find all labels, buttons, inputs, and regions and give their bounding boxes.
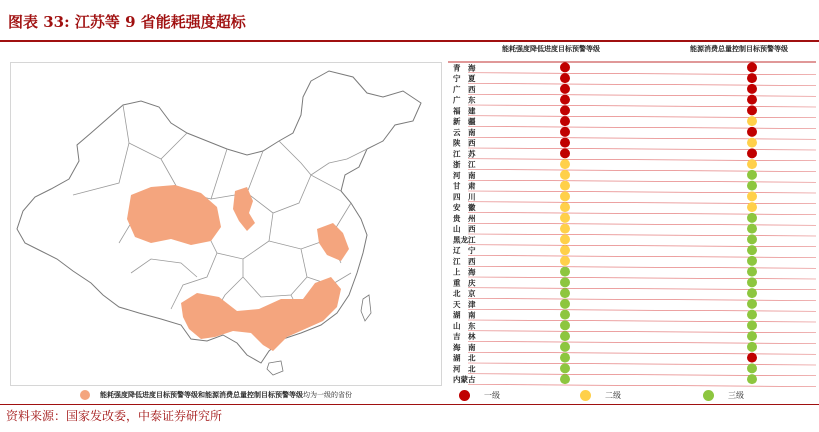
title-divider xyxy=(0,40,819,42)
intensity-level-dot xyxy=(560,159,570,169)
intensity-level-dot xyxy=(560,191,570,201)
total-level-dot xyxy=(747,170,757,180)
total-level-dot xyxy=(747,191,757,201)
total-level-dot xyxy=(747,310,757,320)
legend-level-2 xyxy=(580,390,621,401)
row-guide-line xyxy=(468,245,816,247)
province-label: 甘 肃 xyxy=(453,181,476,191)
province-label: 辽 宁 xyxy=(453,246,476,256)
province-label: 山 东 xyxy=(453,321,476,331)
province-label: 湖 北 xyxy=(453,353,476,363)
row-guide-line xyxy=(468,127,816,129)
region-xinjiang-qinghai-gansu-highlight xyxy=(127,185,221,245)
row-guide-line xyxy=(468,191,816,193)
taiwan-island xyxy=(361,295,371,321)
row-guide-line xyxy=(468,105,816,107)
province-label: 河 北 xyxy=(453,364,476,374)
intensity-level-dot xyxy=(560,331,570,341)
province-label: 陕 西 xyxy=(453,138,476,148)
total-level-dot xyxy=(747,181,757,191)
intensity-level-dot xyxy=(560,62,570,72)
province-label: 山 西 xyxy=(453,224,476,234)
row-guide-line xyxy=(468,288,816,290)
intensity-level-dot xyxy=(560,202,570,212)
province-label: 宁 夏 xyxy=(453,74,476,84)
total-level-dot xyxy=(747,363,757,373)
total-level-dot xyxy=(747,267,757,277)
province-label: 广 东 xyxy=(453,95,476,105)
province-label: 北 京 xyxy=(453,289,476,299)
total-level-dot xyxy=(747,148,757,158)
intensity-level-dot xyxy=(560,116,570,126)
total-level-dot xyxy=(747,320,757,330)
province-label: 内蒙古 xyxy=(453,375,476,385)
province-label: 湖 南 xyxy=(453,310,476,320)
total-level-dot xyxy=(747,299,757,309)
total-level-dot xyxy=(747,116,757,126)
total-level-dot xyxy=(747,127,757,137)
row-guide-line xyxy=(468,84,816,86)
intensity-level-dot xyxy=(560,320,570,330)
map-legend-swatch xyxy=(80,390,90,400)
province-label: 青 海 xyxy=(453,63,476,73)
total-level-dot xyxy=(747,105,757,115)
row-guide-line xyxy=(468,73,816,75)
row-guide-line xyxy=(468,159,816,161)
province-label: 云 南 xyxy=(453,127,476,137)
province-label: 海 南 xyxy=(453,342,476,352)
intensity-level-dot xyxy=(560,105,570,115)
row-guide-line xyxy=(468,331,816,333)
source-note: 资料来源：国家发改委，中泰证券研究所 xyxy=(6,409,223,423)
intensity-level-dot xyxy=(560,277,570,287)
intensity-level-dot xyxy=(560,288,570,298)
intensity-level-dot xyxy=(560,310,570,320)
map-legend xyxy=(80,388,352,402)
row-guide-line xyxy=(468,385,816,387)
intensity-level-dot xyxy=(560,170,570,180)
intensity-level-dot xyxy=(560,299,570,309)
intensity-level-dot xyxy=(560,73,570,83)
row-guide-line xyxy=(468,342,816,344)
row-guide-line xyxy=(468,277,816,279)
province-label: 上 海 xyxy=(453,267,476,277)
warning-level-table xyxy=(448,44,816,388)
province-label: 吉 林 xyxy=(453,332,476,342)
legend-level-3-dot xyxy=(703,390,714,401)
total-level-dot xyxy=(747,288,757,298)
total-level-dot xyxy=(747,256,757,266)
total-level-dot xyxy=(747,277,757,287)
province-label: 福 建 xyxy=(453,106,476,116)
intensity-level-dot xyxy=(560,213,570,223)
total-level-dot xyxy=(747,353,757,363)
intensity-level-dot xyxy=(560,363,570,373)
intensity-level-dot xyxy=(560,181,570,191)
page-title: 图表 33: 江苏等 9 省能耗强度超标 xyxy=(8,13,246,31)
total-level-dot xyxy=(747,138,757,148)
province-label: 江 西 xyxy=(453,256,476,266)
total-level-dot xyxy=(747,73,757,83)
intensity-level-dot xyxy=(560,148,570,158)
province-label: 重 庆 xyxy=(453,278,476,288)
row-guide-line xyxy=(468,374,816,376)
province-label: 安 徽 xyxy=(453,203,476,213)
column-header-total: 能源消费总量控制目标预警等级 xyxy=(690,45,788,53)
legend-level-1-dot xyxy=(459,390,470,401)
province-label: 天 津 xyxy=(453,299,476,309)
total-level-dot xyxy=(747,224,757,234)
legend-level-2-label: 二级 xyxy=(605,391,621,400)
province-label: 江 苏 xyxy=(453,149,476,159)
region-south-highlight xyxy=(181,277,341,351)
row-guide-line xyxy=(468,170,816,172)
province-label: 贵 州 xyxy=(453,213,476,223)
row-guide-line xyxy=(468,320,816,322)
intensity-level-dot xyxy=(560,245,570,255)
intensity-level-dot xyxy=(560,224,570,234)
intensity-level-dot xyxy=(560,234,570,244)
region-jiangsu-highlight xyxy=(317,223,349,261)
intensity-level-dot xyxy=(560,342,570,352)
intensity-level-dot xyxy=(560,127,570,137)
total-level-dot xyxy=(747,342,757,352)
row-guide-line xyxy=(468,148,816,150)
total-level-dot xyxy=(747,213,757,223)
row-guide-line xyxy=(468,180,816,182)
row-guide-line xyxy=(468,256,816,258)
total-level-dot xyxy=(747,234,757,244)
province-label: 新 疆 xyxy=(453,117,476,127)
source-divider xyxy=(0,404,819,405)
row-guide-line xyxy=(468,202,816,204)
legend-level-1-label: 一级 xyxy=(484,391,500,400)
total-level-dot xyxy=(747,95,757,105)
intensity-level-dot xyxy=(560,95,570,105)
total-level-dot xyxy=(747,331,757,341)
intensity-level-dot xyxy=(560,353,570,363)
row-guide-line xyxy=(468,266,816,268)
region-shaanxi-ningxia-highlight xyxy=(233,187,255,231)
legend-level-2-dot xyxy=(580,390,591,401)
province-label: 黑龙江 xyxy=(453,235,476,245)
intensity-level-dot xyxy=(560,138,570,148)
intensity-level-dot xyxy=(560,374,570,384)
column-header-intensity: 能耗强度降低进度目标预警等级 xyxy=(502,45,600,53)
row-guide-line xyxy=(468,137,816,139)
province-label: 四 川 xyxy=(453,192,476,202)
total-level-dot xyxy=(747,84,757,94)
province-label: 河 南 xyxy=(453,170,476,180)
map-legend-text-tail: 均为一级的省份 xyxy=(303,391,352,399)
hainan-island xyxy=(267,361,283,375)
intensity-level-dot xyxy=(560,256,570,266)
province-label: 浙 江 xyxy=(453,160,476,170)
total-level-dot xyxy=(747,245,757,255)
total-level-dot xyxy=(747,202,757,212)
province-label: 广 西 xyxy=(453,84,476,94)
row-guide-line xyxy=(468,363,816,365)
row-guide-line xyxy=(468,309,816,311)
intensity-level-dot xyxy=(560,84,570,94)
legend-level-3 xyxy=(703,390,744,401)
legend-level-3-label: 三级 xyxy=(728,391,744,400)
row-guide-line xyxy=(468,223,816,225)
legend-level-1 xyxy=(459,390,500,401)
china-map-svg xyxy=(11,63,441,385)
china-map xyxy=(10,62,442,386)
map-legend-text-bold: 能耗强度降低进度目标预警等级和能源消费总量控制目标预警等级 xyxy=(100,391,303,399)
intensity-level-dot xyxy=(560,267,570,277)
total-level-dot xyxy=(747,374,757,384)
total-level-dot xyxy=(747,159,757,169)
total-level-dot xyxy=(747,62,757,72)
row-guide-line xyxy=(468,352,816,354)
row-guide-line xyxy=(468,234,816,236)
row-guide-line xyxy=(468,94,816,96)
row-guide-line xyxy=(468,213,816,215)
row-guide-line xyxy=(468,116,816,118)
row-guide-line xyxy=(468,299,816,301)
